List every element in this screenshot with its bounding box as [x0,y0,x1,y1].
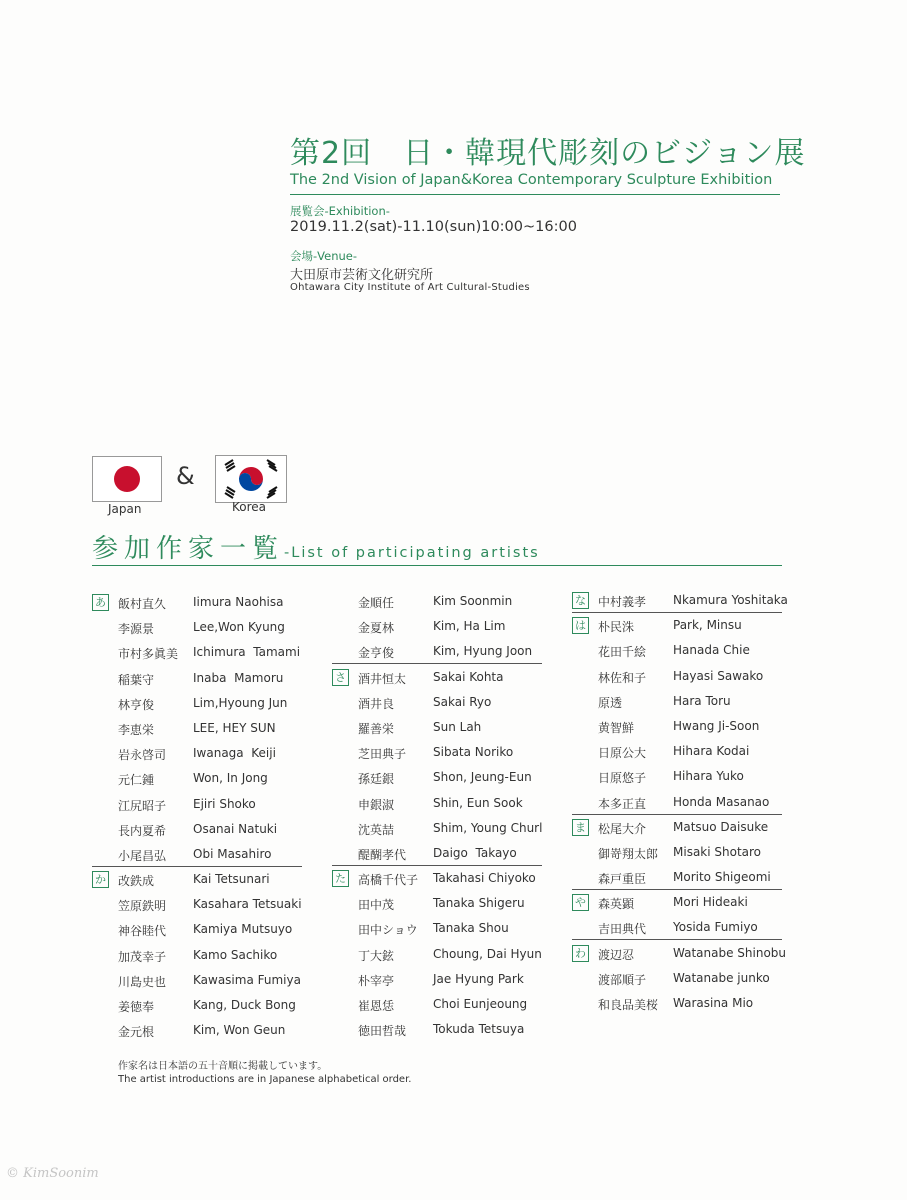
artist-name-en: Hayasi Sawako [673,668,764,683]
artist-name-en: Kim, Hyung Joon [433,644,533,659]
artist-name-en: Watanabe Shinobu [673,945,787,960]
artist-name-jp: 沈英喆 [358,822,395,837]
artist-name-jp: 酒井恒太 [358,671,407,686]
kana-section-marker: ま [572,819,589,836]
artist-name-jp: 金亨俊 [358,646,395,661]
kana-section-marker: な [572,592,589,609]
artist-name-jp: 酒井良 [358,696,395,711]
artist-name-en: Kim, Won Geun [193,1023,286,1038]
artist-name-en: Shim, Young Churl [433,820,543,835]
kana-section-marker: さ [332,669,349,686]
title-divider [290,194,780,195]
artist-name-en: Watanabe junko [673,970,770,985]
artist-name-jp: 李恵栄 [118,722,155,737]
artist-name-jp: 渡部順子 [598,972,647,987]
artist-name-jp: 稲葉守 [118,672,155,687]
venue-name-jp: 大田原市芸術文化研究所 [290,268,434,283]
artist-name-jp: 崔恩恁 [358,999,395,1013]
artist-name-en: Sakai Kohta [433,669,504,684]
watermark: © KimSoonim [6,1166,99,1181]
artist-name-en: Iwanaga Keiji [193,746,276,761]
artist-name-jp: 小尾昌弘 [118,848,167,863]
artist-name-en: Ichimura Tamami [193,645,301,660]
artist-name-en: Hihara Kodai [673,744,750,759]
artist-name-jp: 孫廷銀 [358,772,395,787]
artist-name-en: Morito Shigeomi [673,870,771,885]
artist-name-en: Honda Masanao [673,794,770,809]
artist-name-en: Sibata Noriko [433,745,514,760]
artist-name-en: Matsuo Daisuke [673,819,769,834]
artist-name-jp: 森戸重臣 [598,872,647,887]
artist-name-en: Choi Eunjeoung [433,997,528,1011]
artist-name-en: Sakai Ryo [433,694,492,709]
artist-name-jp: 芝田典子 [358,747,407,762]
venue-name-en: Ohtawara City Institute of Art Cultural-Studies [290,282,530,293]
artist-name-jp: 花田千絵 [598,645,647,660]
artist-name-jp: 朴民洙 [598,620,635,635]
artist-name-jp: 金夏林 [358,621,395,636]
japan-flag-icon [92,456,162,502]
venue-label: 会場-Venue- [290,249,358,263]
artist-name-en: Osanai Natuki [193,821,278,836]
artist-name-jp: 元仁鍾 [118,773,155,788]
artist-name-jp: 申銀淑 [358,797,395,812]
artist-name-jp: 金順任 [358,596,395,610]
artist-name-jp: 田中茂 [358,898,395,913]
artist-name-jp: 徳田哲哉 [358,1024,407,1039]
artist-name-en: Ejiri Shoko [193,796,256,811]
artist-name-jp: 日原公大 [598,746,647,761]
artist-name-en: Misaki Shotaro [673,844,762,859]
artist-name-jp: 黄智鮮 [598,720,635,735]
artist-name-jp: 羅善栄 [358,721,395,736]
artist-name-en: Tanaka Shou [433,921,509,936]
exhibition-title-jp: 第2回 日・韓現代彫刻のビジョン展 [290,136,806,171]
artist-name-jp: 松尾大介 [598,821,647,836]
artist-name-jp: 丁大鉉 [358,948,395,963]
artist-name-jp: 渡辺忍 [598,947,635,962]
participants-heading [92,528,540,565]
exhibition-label: 展覧会-Exhibition- [290,204,390,218]
artist-name-jp: 森英顕 [598,897,635,912]
artist-name-en: Kasahara Tetsuaki [193,897,302,912]
artist-name-en: Shin, Eun Sook [433,795,523,810]
kana-section-marker: は [572,617,589,634]
artist-name-en: Hara Toru [673,693,731,708]
artist-name-en: Choung, Dai Hyun [433,946,542,961]
artist-name-jp: 林亨俊 [118,697,155,712]
artist-name-jp: 中村義孝 [598,595,647,609]
artist-name-en: Daigo Takayo [433,845,517,860]
artist-name-jp: 川島史也 [118,974,167,989]
artist-name-en: Shon, Jeung-Eun [433,770,532,785]
participants-heading-en: -List of participating artists [284,545,540,561]
artist-name-jp: 醍醐孝代 [358,847,407,862]
artist-name-en: Kamiya Mutsuyo [193,922,293,937]
artist-name-en: Warasina Mio [673,996,754,1010]
artist-name-en: Jae Hyung Park [433,971,524,986]
artist-name-jp: 和良品美桜 [598,998,659,1012]
artist-name-jp: 本多正直 [598,796,647,811]
korea-label: Korea [232,500,267,514]
japan-label: Japan [108,502,142,516]
artist-name-en: Kai Tetsunari [193,872,270,887]
artist-name-en: Tanaka Shigeru [433,896,525,911]
ampersand: & [176,462,195,490]
footnote-en: The artist introductions are in Japanese alphabetical order. [118,1074,412,1085]
artist-name-jp: 笠原鉄明 [118,899,167,914]
artist-name-jp: 改鉄成 [118,874,155,889]
artist-name-en: Nkamura Yoshitaka [673,593,788,607]
exhibition-dates: 2019.11.2(sat)-11.10(sun)10:00~16:00 [290,219,577,235]
kana-section-marker: た [332,870,349,887]
artist-name-jp: 日原悠子 [598,771,647,786]
artist-name-en: Tokuda Tetsuya [433,1022,525,1037]
artist-name-en: Inaba Mamoru [193,670,284,685]
artist-name-en: Hwang Ji-Soon [673,718,760,733]
artist-name-jp: 岩永啓司 [118,748,167,763]
participants-heading-jp: 参加作家一覧 [92,534,285,564]
footnote-jp: 作家名は日本語の五十音順に掲載しています。 [118,1061,328,1072]
artist-name-en: Mori Hideaki [673,895,748,910]
kana-section-marker: あ [92,594,109,611]
artist-name-en: Yosida Fumiyo [673,920,758,935]
artist-name-en: Kim, Ha Lim [433,619,506,634]
kana-section-marker: や [572,894,589,911]
artist-name-jp: 朴宰亭 [358,973,395,988]
kana-section-marker: わ [572,945,589,962]
artist-name-en: Obi Masahiro [193,846,272,861]
artist-name-en: Lee,Won Kyung [193,620,285,635]
artist-name-en: Won, In Jong [193,771,268,786]
artist-name-en: Hihara Yuko [673,769,744,784]
artist-name-jp: 高橋千代子 [358,873,419,888]
artist-name-en: Kang, Duck Bong [193,998,296,1012]
kana-section-marker: か [92,871,109,888]
artist-name-jp: 長内夏希 [118,823,167,838]
artist-name-jp: 姜徳奉 [118,1000,155,1014]
artist-name-jp: 飯村直久 [118,597,167,611]
artist-name-en: Kim Soonmin [433,594,513,608]
artist-name-jp: 御嵜翔太郎 [598,846,659,861]
artist-name-jp: 原透 [598,695,623,710]
exhibition-title-en: The 2nd Vision of Japan&Korea Contemporary Sculpture Exhibition [290,172,773,188]
artist-name-jp: 市村多眞美 [118,647,179,662]
artist-name-jp: 金元根 [118,1025,155,1040]
artist-name-en: Park, Minsu [673,618,742,633]
artist-name-en: Hanada Chie [673,643,750,658]
artist-name-jp: 吉田典代 [598,922,647,937]
artist-name-en: Takahasi Chiyoko [433,871,536,886]
artist-name-en: Kamo Sachiko [193,947,278,962]
artist-name-en: Kawasima Fumiya [193,972,301,987]
artist-name-en: Sun Lah [433,719,482,734]
artist-name-jp: 江尻昭子 [118,798,167,813]
artist-name-jp: 神谷睦代 [118,924,167,939]
artist-name-jp: 加茂幸子 [118,949,167,964]
heading-divider [92,565,782,566]
artist-name-jp: 田中ショウ [358,923,418,938]
artist-name-en: Lim,Hyoung Jun [193,695,288,710]
artist-name-en: LEE, HEY SUN [193,720,276,735]
artist-name-jp: 林佐和子 [598,670,647,685]
korea-flag-icon [215,455,287,503]
artist-name-jp: 李源景 [118,622,155,637]
artist-name-en: Iimura Naohisa [193,595,284,609]
